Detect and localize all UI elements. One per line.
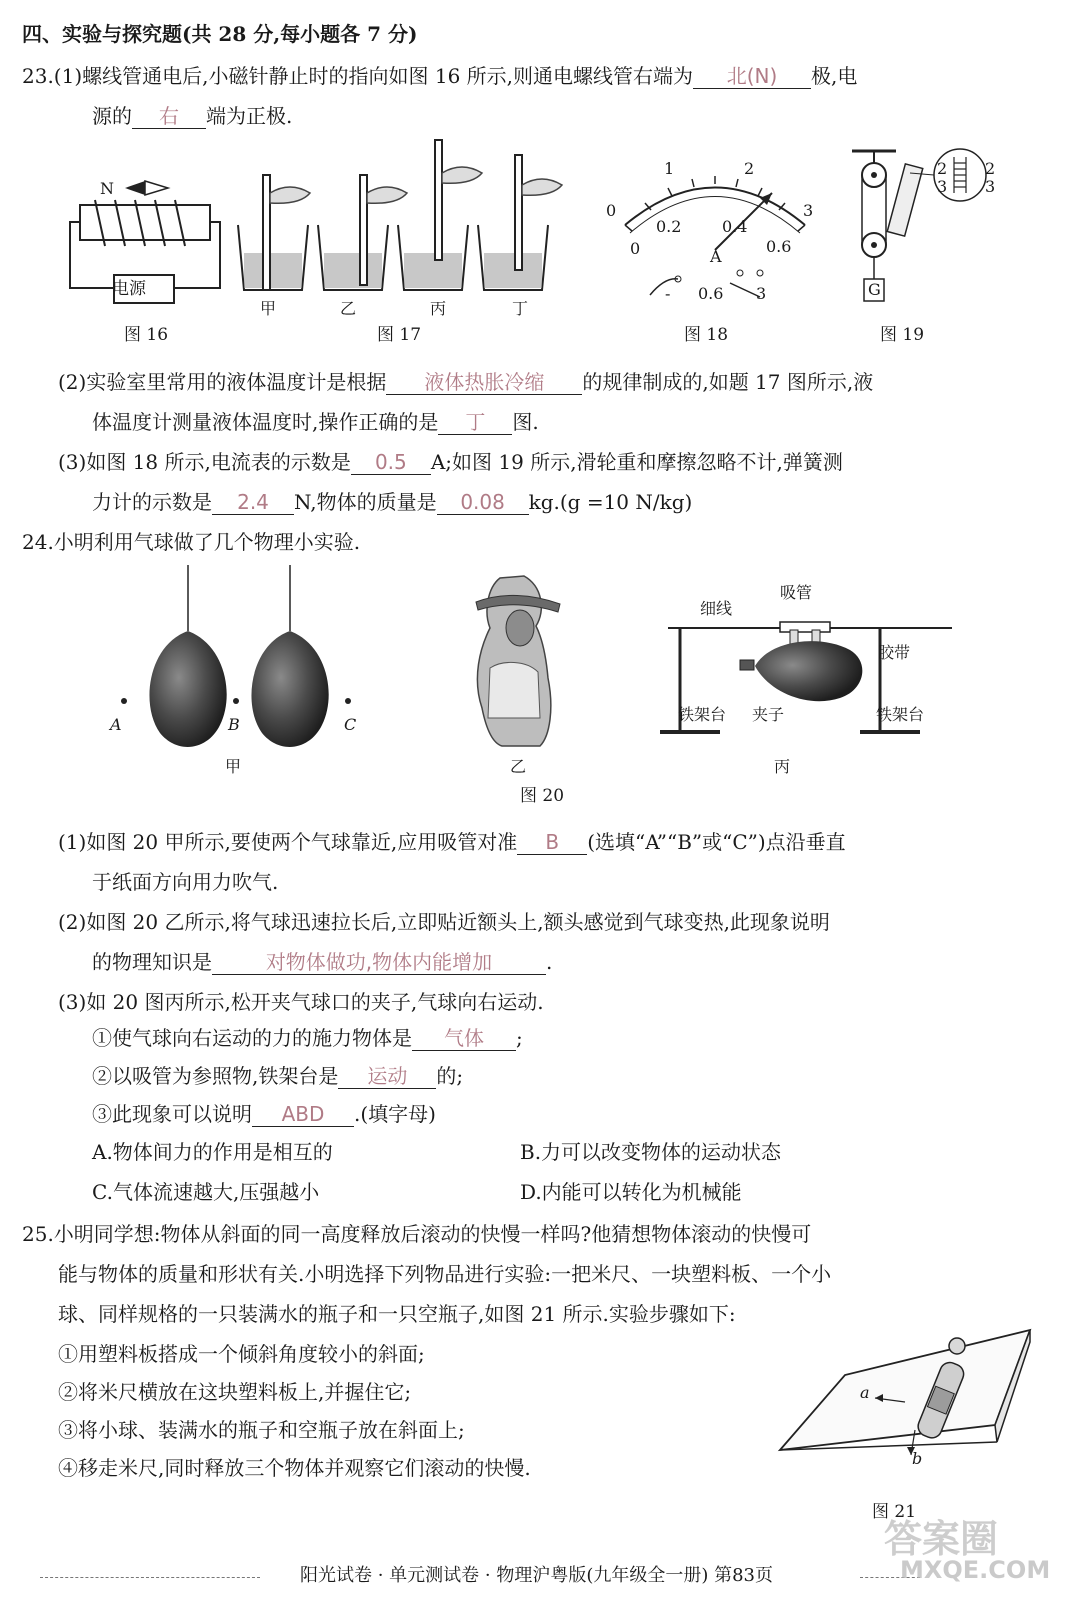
- figure-21-incline: [775, 1330, 1035, 1480]
- q25-step1: ①用塑料板搭成一个倾斜角度较小的斜面;: [58, 1342, 425, 1366]
- q23-line3: [58, 370, 873, 395]
- q24-line6: [92, 1026, 523, 1051]
- answer-blank: 右: [132, 104, 206, 129]
- n-pole-label: N: [100, 179, 114, 198]
- q23-text: kg.(g =10 N/kg): [528, 490, 693, 514]
- answer-blank: ABD: [252, 1102, 354, 1127]
- fig19-weight-label: G: [868, 280, 881, 299]
- answer-blank: 运动: [338, 1064, 436, 1089]
- figure-20-yi-person: [462, 568, 572, 748]
- fig21-label-b: b: [912, 1449, 923, 1468]
- label-string: 细线: [700, 599, 733, 618]
- q25-step4: ④移走米尺,同时释放三个物体并观察它们滚动的快慢.: [58, 1456, 531, 1480]
- q24-text: ②以吸管为参照物,铁架台是: [92, 1064, 339, 1088]
- fig19-scale-left-2: 2: [937, 159, 948, 178]
- power-source-label: 电源: [112, 279, 146, 299]
- q24-intro: 24.小明利用气球做了几个物理小实验.: [22, 530, 361, 554]
- answer-blank: 对物体做功,物体内能增加: [212, 950, 546, 975]
- point-a-label: A: [110, 715, 122, 734]
- watermark-url: MXQE.COM: [900, 1556, 1051, 1584]
- q24-text: (1)如图 20 甲所示,要使两个气球靠近,应用吸管对准: [58, 830, 518, 854]
- q24-line5: (3)如 20 图丙所示,松开夹气球口的夹子,气球向右运动.: [58, 990, 544, 1014]
- answer-blank: 气体: [412, 1026, 516, 1051]
- fig19-scale-right-3: 3: [985, 177, 996, 196]
- q24-text: .(填字母): [354, 1102, 436, 1126]
- q24-text: 的物理知识是: [92, 950, 212, 974]
- q23-text: 体温度计测量液体温度时,操作正确的是: [92, 410, 439, 434]
- q23-text: A;如图 19 所示,滑轮重和摩擦忽略不计,弹簧测: [430, 450, 843, 474]
- fig17-label-ding: 丁: [512, 299, 529, 318]
- fig18-bottom-tick-1: 0.2: [656, 217, 682, 236]
- q24-line7: [92, 1064, 463, 1089]
- page-footer: 阳光试卷 · 单元测试卷 · 物理沪粤版(九年级全一册) 第83页: [300, 1565, 773, 1586]
- q23-text: (2)实验室里常用的液体温度计是根据: [58, 370, 387, 394]
- figure-18-caption: 图 18: [684, 325, 729, 345]
- q24-line4: [92, 950, 552, 975]
- label-straw: 吸管: [780, 583, 813, 602]
- label-clip: 夹子: [752, 705, 785, 724]
- q23-line2: [92, 104, 292, 129]
- fig18-terminal-3: 3: [756, 284, 767, 303]
- fig19-scale-right-2: 2: [985, 159, 996, 178]
- figure-16-caption: 图 16: [124, 325, 169, 345]
- watermark-logo: 答案圈: [884, 1517, 999, 1561]
- label-stand-right: 铁架台: [876, 705, 925, 724]
- answer-blank: 2.4: [212, 490, 294, 515]
- fig17-label-bing: 丙: [430, 299, 447, 318]
- fig19-scale-left-3: 3: [937, 177, 948, 196]
- point-c-label: C: [344, 715, 357, 734]
- answer-blank: 北(N): [693, 64, 811, 89]
- fig18-top-tick-2: 2: [744, 159, 755, 178]
- fig18-top-tick-3: 3: [803, 201, 814, 220]
- q24-text: ;: [516, 1026, 523, 1050]
- label-stand-left: 铁架台: [678, 705, 727, 724]
- figure-19-caption: 图 19: [880, 325, 925, 345]
- fig21-label-a: a: [860, 1383, 870, 1402]
- section-title: 四、实验与探究题(共 28 分,每小题各 7 分): [22, 22, 418, 46]
- q23-text: 端为正极.: [206, 104, 293, 128]
- option-a: A.物体间力的作用是相互的: [92, 1140, 333, 1164]
- fig18-top-tick-1: 1: [664, 159, 675, 178]
- fig18-bottom-tick-2: 0.4: [722, 217, 748, 236]
- q23-line4: [92, 410, 539, 435]
- figure-20-caption: 图 20: [520, 786, 565, 806]
- q25-line2: 能与物体的质量和形状有关.小明选择下列物品进行实验:一把米尺、一块塑料板、一个小: [58, 1262, 832, 1286]
- answer-blank: 丁: [438, 410, 512, 435]
- q24-line3: (2)如图 20 乙所示,将气球迅速拉长后,立即贴近额头上,额头感觉到气球变热,此现象说明: [58, 910, 830, 934]
- figure-17-caption: 图 17: [377, 325, 422, 345]
- q24-line2: 于纸面方向用力吹气.: [92, 870, 279, 894]
- fig20-label-bing: 丙: [774, 757, 791, 776]
- fig20-label-yi: 乙: [510, 757, 527, 776]
- figure-21-caption: 图 21: [872, 1502, 917, 1522]
- q23-line6: [92, 490, 692, 515]
- q24-line8: [92, 1102, 436, 1127]
- fig18-terminal-06: 0.6: [698, 284, 724, 303]
- q24-text: (选填“A”“B”或“C”)点沿垂直: [587, 830, 846, 854]
- option-d: D.内能可以转化为机械能: [520, 1180, 742, 1204]
- q24-line1: [58, 830, 846, 855]
- fig18-bottom-tick-0: 0: [630, 239, 641, 258]
- q25-line1: 25.小明同学想:物体从斜面的同一高度释放后滚动的快慢一样吗?他猜想物体滚动的快慢可: [22, 1222, 812, 1246]
- q25-line3: 球、同样规格的一只装满水的瓶子和一只空瓶子,如图 21 所示.实验步骤如下:: [58, 1302, 736, 1326]
- figure-18-ammeter: [610, 155, 830, 305]
- option-c: C.气体流速越大,压强越小: [92, 1180, 320, 1204]
- q24-text: ③此现象可以说明: [92, 1102, 252, 1126]
- fig18-top-tick-0: 0: [606, 201, 617, 220]
- point-b-label: B: [228, 715, 240, 734]
- q25-step3: ③将小球、装满水的瓶子和空瓶子放在斜面上;: [58, 1418, 465, 1442]
- q25-step2: ②将米尺横放在这块塑料板上,并握住它;: [58, 1380, 412, 1404]
- q23-text: 源的: [92, 104, 132, 128]
- q23-text: 23.(1)螺线管通电后,小磁针静止时的指向如图 16 所示,则通电螺线管右端为: [22, 64, 694, 88]
- fig18-terminal-minus: -: [665, 284, 671, 303]
- answer-blank: 0.5: [351, 450, 431, 475]
- label-tape: 胶带: [878, 643, 911, 662]
- q23-line5: [58, 450, 843, 475]
- answer-blank: 0.08: [437, 490, 529, 515]
- answer-blank: 液体热胀冷缩: [386, 370, 582, 395]
- q23-text: 力计的示数是: [92, 490, 212, 514]
- q23-line1: [22, 64, 857, 89]
- figure-17-thermometers: [232, 135, 562, 295]
- fig20-label-jia: 甲: [225, 757, 242, 776]
- figure-16-solenoid: [70, 170, 230, 310]
- q24-text: ①使气球向右运动的力的施力物体是: [92, 1026, 412, 1050]
- q23-text: 的规律制成的,如题 17 图所示,液: [582, 370, 874, 394]
- figure-20-bing-rocket-balloon: [660, 600, 960, 750]
- fig18-unit: A: [710, 247, 722, 266]
- fig18-bottom-tick-3: 0.6: [766, 237, 792, 256]
- q24-text: 的;: [436, 1064, 464, 1088]
- answer-blank: B: [517, 830, 587, 855]
- q23-text: (3)如图 18 所示,电流表的示数是: [58, 450, 351, 474]
- q23-text: 极,电: [811, 64, 858, 88]
- q24-text: .: [546, 950, 553, 974]
- q23-text: N,物体的质量是: [294, 490, 437, 514]
- option-b: B.力可以改变物体的运动状态: [520, 1140, 782, 1164]
- q23-text: 图.: [512, 410, 539, 434]
- fig17-label-jia: 甲: [260, 299, 277, 318]
- fig17-label-yi: 乙: [340, 299, 357, 318]
